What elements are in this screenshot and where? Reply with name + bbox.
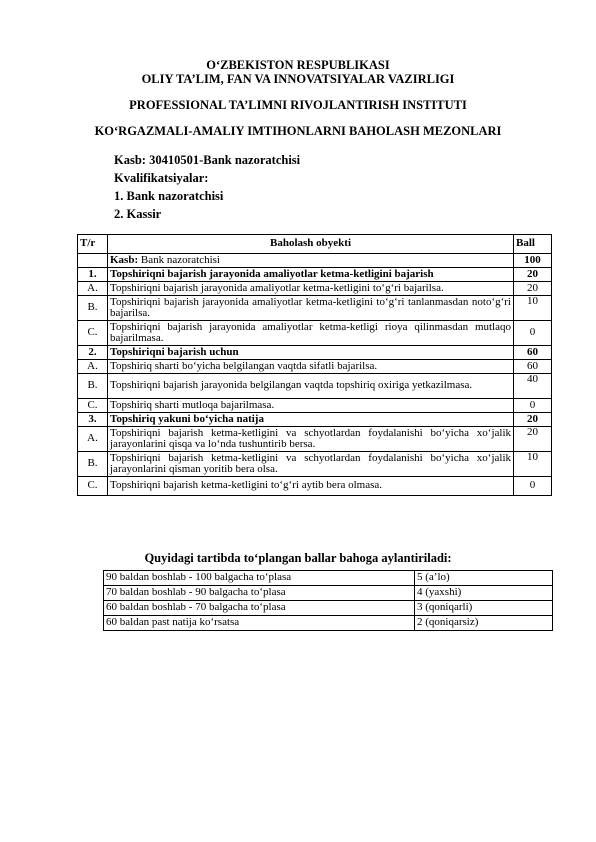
- profession-cell: [108, 254, 514, 268]
- criteria-table: [77, 234, 552, 496]
- row-score: 20: [514, 427, 552, 452]
- row-criterion: Topshiriqni bajarish jarayonida belgilangan vaqtda topshiriq oxiriga yetkazilmasa.: [108, 374, 514, 399]
- qualification-2: 2. Kassir: [114, 207, 162, 221]
- row-number: A.: [78, 282, 108, 296]
- row-score: 0: [514, 477, 552, 496]
- grade-scale-table: [103, 570, 553, 631]
- row-criterion: Topshiriq sharti mutloqa bajarilmasa.: [108, 399, 514, 413]
- row-number: A.: [78, 427, 108, 452]
- score-range: 60 baldan boshlab - 70 balgacha to‘plasa: [104, 601, 415, 616]
- table-row: [78, 413, 552, 427]
- row-criterion: Topshiriqni bajarish ketma-ketligini va schyotlardan foydalanishi bo‘yicha xo‘jalik jarayonlarini qisman yoritib bera olsa.: [108, 452, 514, 477]
- profession-line: Kasb: 30410501-Bank nazoratchisi: [114, 153, 301, 167]
- row-score: 0: [514, 321, 552, 346]
- row-score: 20: [514, 413, 552, 427]
- table-row: [78, 360, 552, 374]
- row-score: 20: [514, 268, 552, 282]
- ministry-country-title: O‘ZBEKISTON RESPUBLIKASI: [206, 58, 390, 72]
- table-row: [78, 427, 552, 452]
- header-ball: Ball: [514, 235, 552, 254]
- row-criterion: Topshiriqni bajarish jarayonida amaliyotlar ketma-ketligini bajarish: [108, 268, 514, 282]
- row-criterion: Topshiriqni bajarish uchun: [108, 346, 514, 360]
- row-score: 40: [514, 374, 552, 399]
- header-tr: T/r: [78, 235, 108, 254]
- row-criterion: Topshiriq sharti bo‘yicha belgilangan vaqtda sifatli bajarilsa.: [108, 360, 514, 374]
- qualification-1: 1. Bank nazoratchisi: [114, 189, 224, 203]
- row-number: 3.: [78, 413, 108, 427]
- profession-label: Kasb:: [110, 253, 139, 266]
- table-row: [78, 282, 552, 296]
- row-score: 0: [514, 399, 552, 413]
- grade: 4 (yaxshi): [415, 586, 553, 601]
- table-row: [78, 296, 552, 321]
- row-number: B.: [78, 452, 108, 477]
- grade: 5 (a’lo): [415, 571, 553, 586]
- document-title: KO‘RGAZMALI-AMALIY IMTIHONLARNI BAHOLASH MEZONLARI: [94, 124, 502, 138]
- profession-value: Bank nazoratchisi: [138, 253, 220, 266]
- table-row: [104, 586, 553, 601]
- row-score: 20: [514, 282, 552, 296]
- row-score: 10: [514, 452, 552, 477]
- table-row: [78, 399, 552, 413]
- table-row: [104, 571, 553, 586]
- institute-title: PROFESSIONAL TA’LIMNI RIVOJLANTIRISH INSTITUTI: [129, 98, 467, 112]
- profession-row: [78, 254, 552, 268]
- ministry-title: OLIY TA’LIM, FAN VA INNOVATSIYALAR VAZIRLIGI: [141, 72, 455, 86]
- table-row: [78, 346, 552, 360]
- row-number: B.: [78, 374, 108, 399]
- table-row: [78, 452, 552, 477]
- profession-ball: 100: [514, 254, 552, 268]
- row-score: 10: [514, 296, 552, 321]
- row-score: 60: [514, 346, 552, 360]
- row-number: C.: [78, 477, 108, 496]
- qualifications-label: Kvalifikatsiyalar:: [114, 171, 209, 185]
- header-object: Baholash obyekti: [108, 235, 514, 254]
- row-criterion: Topshiriqni bajarish ketma-ketligini va schyotlardan foydalanishi bo‘yicha xo‘jalik jarayonlarini qisqa va lo‘nda tushuntirib bersa.: [108, 427, 514, 452]
- row-criterion: Topshiriq yakuni bo‘yicha natija: [108, 413, 514, 427]
- table-row: [78, 268, 552, 282]
- score-range: 70 baldan boshlab - 90 balgacha to‘plasa: [104, 586, 415, 601]
- score-range: 90 baldan boshlab - 100 balgacha to‘plasa: [104, 571, 415, 586]
- table-row: [104, 616, 553, 631]
- row-criterion: Topshiriqni bajarish jarayonida amaliyotlar ketma-ketligi rioya qilinmasdan mutlaqo bajarilmasa.: [108, 321, 514, 346]
- table-row: [78, 477, 552, 496]
- row-number: C.: [78, 399, 108, 413]
- row-number: 2.: [78, 346, 108, 360]
- row-number: 1.: [78, 268, 108, 282]
- row-criterion: Topshiriqni bajarish ketma-ketligini to‘g‘ri aytib bera olmasa.: [108, 477, 514, 496]
- grade: 2 (qoniqarsiz): [415, 616, 553, 631]
- row-criterion: Topshiriqni bajarish jarayonida amaliyotlar ketma-ketligini to‘g‘ri tanlanmasdan noto‘g‘ri bajarilsa.: [108, 296, 514, 321]
- row-number: A.: [78, 360, 108, 374]
- criteria-header-row: [78, 235, 552, 254]
- score-range: 60 baldan past natija ko‘rsatsa: [104, 616, 415, 631]
- grade: 3 (qoniqarli): [415, 601, 553, 616]
- table-row: [104, 601, 553, 616]
- row-number: C.: [78, 321, 108, 346]
- row-criterion: Topshiriqni bajarish jarayonida amaliyotlar ketma-ketligini to‘g‘ri bajarilsa.: [108, 282, 514, 296]
- row-number: B.: [78, 296, 108, 321]
- grade-scale-title: Quyidagi tartibda to‘plangan ballar bahoga aylantiriladi:: [144, 551, 452, 565]
- table-row: [78, 374, 552, 399]
- row-score: 60: [514, 360, 552, 374]
- table-row: [78, 321, 552, 346]
